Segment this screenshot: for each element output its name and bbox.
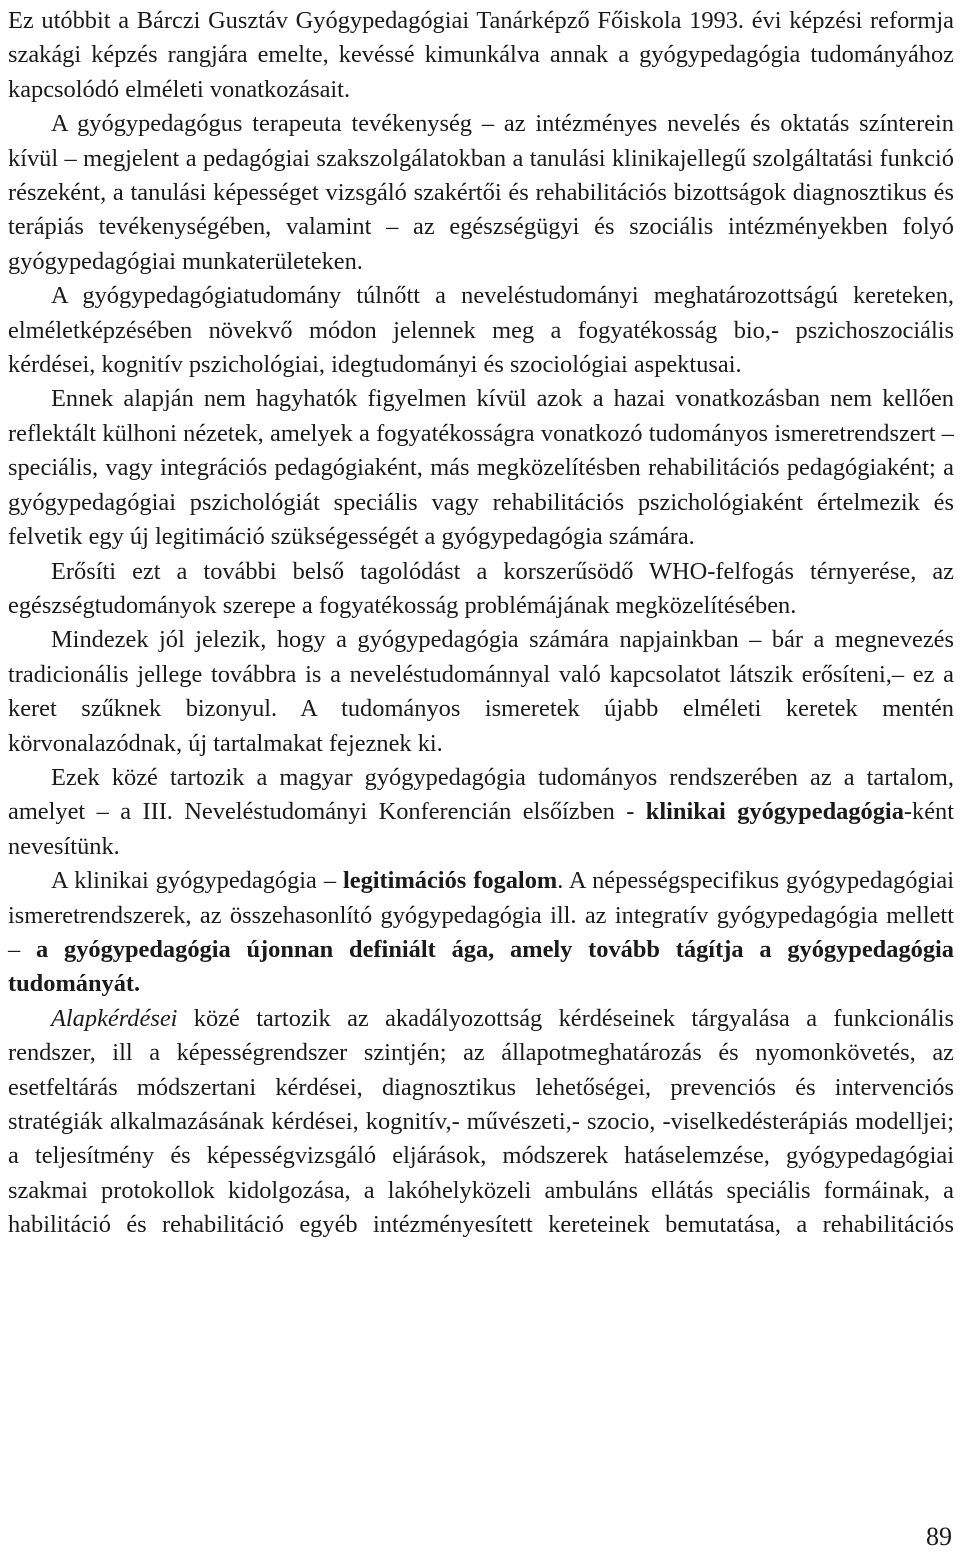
paragraph-3: A gyógypedagógiatudomány túlnőtt a neveléstudományi meghatározottságú kereteken, elméletképzésében növekvő módon jelennek meg a fogyatékosság bio,- pszichoszociális kérdései, kognitív pszichológiai, idegtudományi és szociológiai aspektusai. <box>8 282 954 379</box>
paragraph-4: Ennek alapján nem hagyhatók figyelmen kívül azok a hazai vonatkozásban nem kellően reflektált külhoni nézetek, amelyek a fogyatékosságra vonatkozó tudományos ismeretrendszert – speciális, vagy integrációs pedagógiaként, más megközelítésben rehabilitációs pedagógiaként; a gyógypedagógiai pszichológiát speciális vagy rehabilitációs pszichológiaként értelmezik és felvetik egy új legitimáció szükségességét a gyógypedagógia számára. <box>8 385 954 551</box>
paragraph-1: Ez utóbbit a Bárczi Gusztáv Gyógypedagógiai Tanárképző Főiskola 1993. évi képzési reformja szakági képzés rangjára emelte, kevéssé kimunkálva annak a gyógypedagógia tudományához kapcsolódó elméleti vonatkozásait. <box>8 7 954 103</box>
term-klinikai-gyogypedagogia: klinikai gyógypedagógia <box>645 798 904 826</box>
paragraph-6: Mindezek jól jelezik, hogy a gyógypedagógia számára napjainkban – bár a megnevezés tradicionális jellege továbbra is a neveléstudománnyal való kapcsolatot látszik erősíteni,– ez a keret szűknek bizonyul. A tudományos ismeretek újabb elméleti keretek mentén körvonalazódnak, új tartalmakat fejeznek ki. <box>8 626 954 757</box>
paragraph-7 <box>8 761 954 864</box>
paragraph-7-text-c: -ként nevesítünk. <box>8 798 955 860</box>
paragraph-9-text-b: közé tartozik az akadályozottság kérdéseinek tárgyalása a funkcionális rendszer, ill a képességrendszer szintjén; az állapotmeghatározás és nyomonkövetés, az esetfeltárás módszertani kérdései, diagnosztikus lehetőségei, prevenciós és intervenciós stratégiák alkalmazásának kérdései, kognitív,- művészeti,- szocio, -viselkedésterápiás modelljei; a teljesítmény és képességvizsgáló eljárások, módszerek hatáselemzése, gyógypedagógiai szakmai protokollok kidolgozása, a lakóhelyközeli ambuláns ellátás speciális formáinak, a habilitáció és rehabilitáció egyéb intézményesített kereteinek bemutatása, a rehabilitációs <box>8 1004 954 1239</box>
term-alapkerdesei: Alapkérdései <box>51 1004 178 1032</box>
paragraph-2: A gyógypedagógus terapeuta tevékenység – az intézményes nevelés és oktatás színterein kívül – megjelent a pedagógiai szakszolgálatokban a tanulási klinikajellegű szolgáltatási funkció részeként, a tanulási képességet vizsgáló szakértői és rehabilitációs bizottságok diagnosztikus és terápiás tevékenységében, valamint – az egészségügyi és szociális intézményekben folyó gyógypedagógiai munkaterületeken. <box>8 110 954 275</box>
term-legitimacios-fogalom: legitimációs fogalom <box>342 867 558 895</box>
page-number: 89 <box>926 1522 952 1551</box>
paragraph-8 <box>8 864 954 1002</box>
bold-definition: a gyógypedagógia újonnan definiált ága, amely tovább tágítja a gyógypedagógia tudományát. <box>8 935 954 998</box>
body-text <box>8 4 954 1243</box>
paragraph-8-text-c: . A népességspecifikus gyógypedagógiai ismeretrendszerek, az összehasonlító gyógypedagógia ill. az integratív gyógypedagógia mellett – <box>8 867 954 963</box>
paragraph-5: Erősíti ezt a további belső tagolódást a korszerűsödő WHO-felfogás térnyerése, az egészségtudományok szerepe a fogyatékosság problémájának megközelítésében. <box>8 557 954 619</box>
paragraph-8-text-a: A klinikai gyógypedagógia – <box>51 867 343 895</box>
paragraph-7-text-a: Ezek közé tartozik a magyar gyógypedagógia tudományos rendszerében az a tartalom, amelyet – a III. Neveléstudományi Konferencián elsőízben - <box>8 763 954 826</box>
paragraph-9 <box>8 1002 954 1243</box>
